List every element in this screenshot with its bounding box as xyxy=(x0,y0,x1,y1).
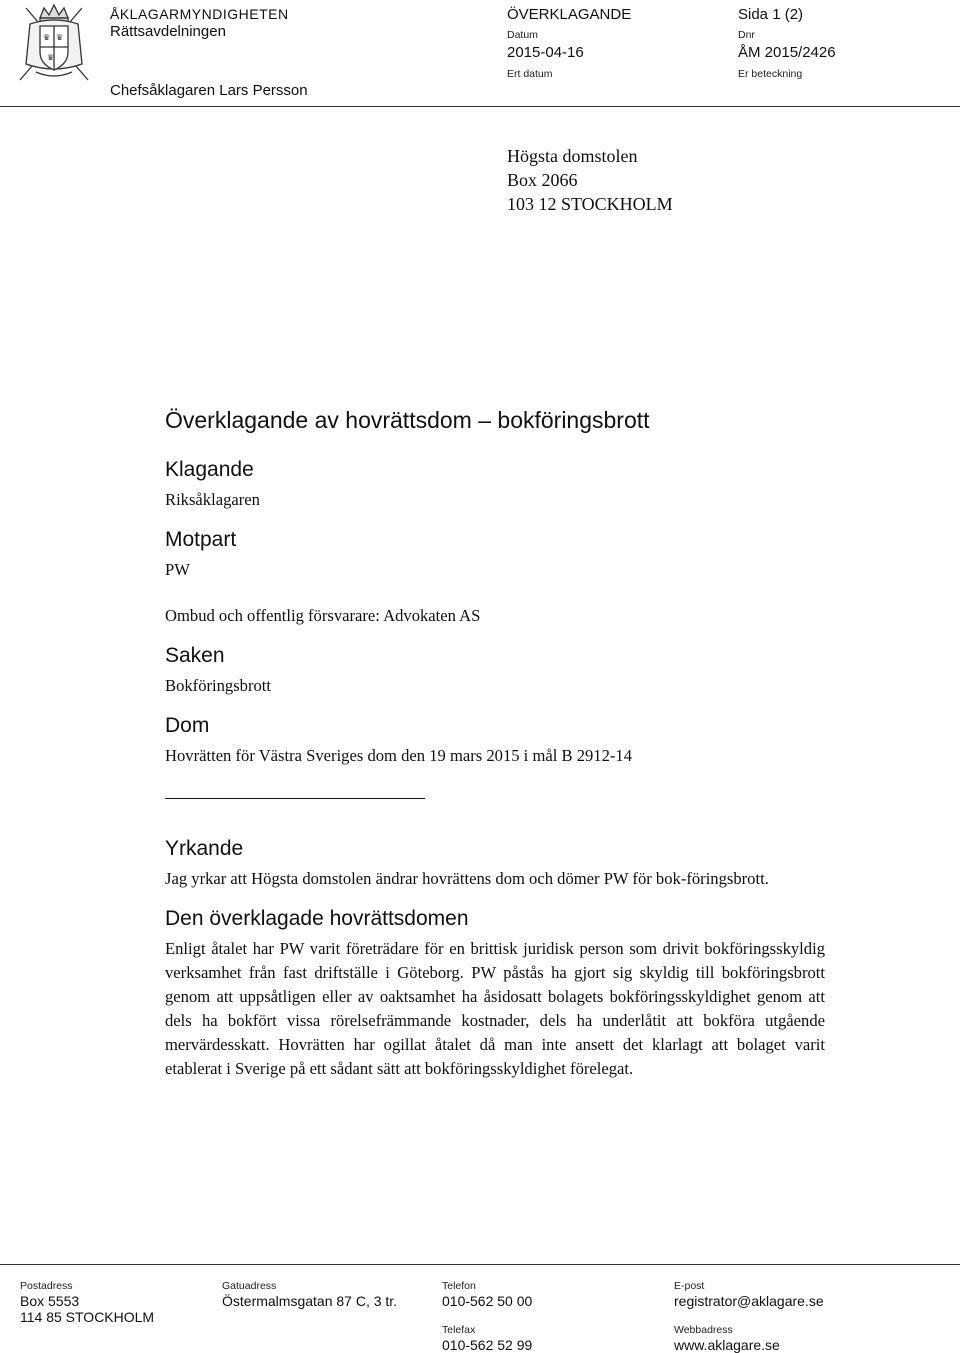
dom-heading: Dom xyxy=(165,714,210,737)
your-date-label: Ert datum xyxy=(507,68,553,80)
klagande-text: Riksåklagaren xyxy=(165,490,260,509)
email-label: E-post xyxy=(674,1280,705,1292)
fax-value: 010-562 52 99 xyxy=(442,1337,533,1353)
page-number: Sida 1 (2) xyxy=(738,6,804,23)
website-value[interactable]: www.aklagare.se xyxy=(674,1337,780,1353)
street-address-label: Gatuadress xyxy=(222,1280,277,1292)
document-body xyxy=(165,407,825,1095)
overklagade-heading: Den överklagade hovrättsdomen xyxy=(165,907,469,930)
section-dom xyxy=(165,712,825,768)
section-motpart xyxy=(165,526,825,628)
dom-text: Hovrätten för Västra Sveriges dom den 19 mars 2015 i mål B 2912-14 xyxy=(165,746,632,765)
recipient-address xyxy=(507,144,673,216)
fax-label: Telefax xyxy=(442,1324,476,1336)
ombud-text: Ombud och offentlig försvarare: Advokaten AS xyxy=(165,606,481,625)
section-overklagade-domen xyxy=(165,905,825,1081)
date-label: Datum xyxy=(507,29,538,41)
postal-address-line-1: Box 5553 xyxy=(20,1293,80,1309)
saken-text: Bokföringsbrott xyxy=(165,676,272,695)
klagande-heading: Klagande xyxy=(165,458,254,481)
website-label: Webbadress xyxy=(674,1324,733,1336)
postal-address-label: Postadress xyxy=(20,1280,73,1292)
coat-of-arms-logo xyxy=(12,2,96,84)
header-divider xyxy=(0,106,960,107)
section-divider xyxy=(165,798,425,799)
section-yrkande xyxy=(165,835,825,891)
dnr-label: Dnr xyxy=(738,29,755,41)
department-name: Rättsavdelningen xyxy=(110,23,226,40)
yrkande-heading: Yrkande xyxy=(165,837,244,860)
svg-text:♛: ♛ xyxy=(47,53,55,62)
document-type: ÖVERKLAGANDE xyxy=(507,6,632,23)
author-name: Chefsåklagaren Lars Persson xyxy=(110,82,308,99)
motpart-heading: Motpart xyxy=(165,528,237,551)
recipient-line-3: 103 12 STOCKHOLM xyxy=(507,194,673,214)
document-title: Överklagande av hovrättsdom – bokföringsbrott xyxy=(165,407,650,433)
svg-text:♛: ♛ xyxy=(56,33,64,42)
recipient-line-1: Högsta domstolen xyxy=(507,146,638,166)
yrkande-text: Jag yrkar att Högsta domstolen ändrar hovrättens dom och dömer PW för bok-föringsbrott. xyxy=(165,869,769,888)
footer-divider xyxy=(0,1264,960,1265)
svg-text:♛: ♛ xyxy=(43,33,51,42)
motpart-text: PW xyxy=(165,560,190,579)
phone-value: 010-562 50 00 xyxy=(442,1293,533,1309)
section-saken xyxy=(165,642,825,698)
saken-heading: Saken xyxy=(165,644,225,667)
recipient-line-2: Box 2066 xyxy=(507,170,578,190)
your-reference-label: Er beteckning xyxy=(738,68,803,80)
date-value: 2015-04-16 xyxy=(507,44,584,61)
postal-address-line-2: 114 85 STOCKHOLM xyxy=(20,1309,155,1325)
email-value[interactable]: registrator@aklagare.se xyxy=(674,1293,824,1309)
dnr-value: ÅM 2015/2426 xyxy=(738,44,836,61)
organization-name: ÅKLAGARMYNDIGHETEN xyxy=(110,6,289,22)
overklagade-text: Enligt åtalet har PW varit företrädare för en brittisk juridisk person som drivit bokföringsskyldig verksamhet från fast driftställe i Göteborg. PW påstås ha gjort sig skyldig till bokföringsbrott genom att uppsåtligen eller av oaktsamhet ha åsidosatt bolagets bokföringsskyldighet genom att dels ha bokfört vissa rörelsefrämmande kostnader, dels ha underlåtit att bokföra utgående mervärdesskatt. Hovrätten har ogillat åtalet då man inte ansett det klarlagt att bolaget varit etablerat i Sverige på ett sådant sätt att bokföringsskyldighet förelegat. xyxy=(165,939,825,1078)
section-klagande xyxy=(165,456,825,512)
phone-label: Telefon xyxy=(442,1280,476,1292)
street-address-value: Östermalmsgatan 87 C, 3 tr. xyxy=(222,1293,398,1309)
